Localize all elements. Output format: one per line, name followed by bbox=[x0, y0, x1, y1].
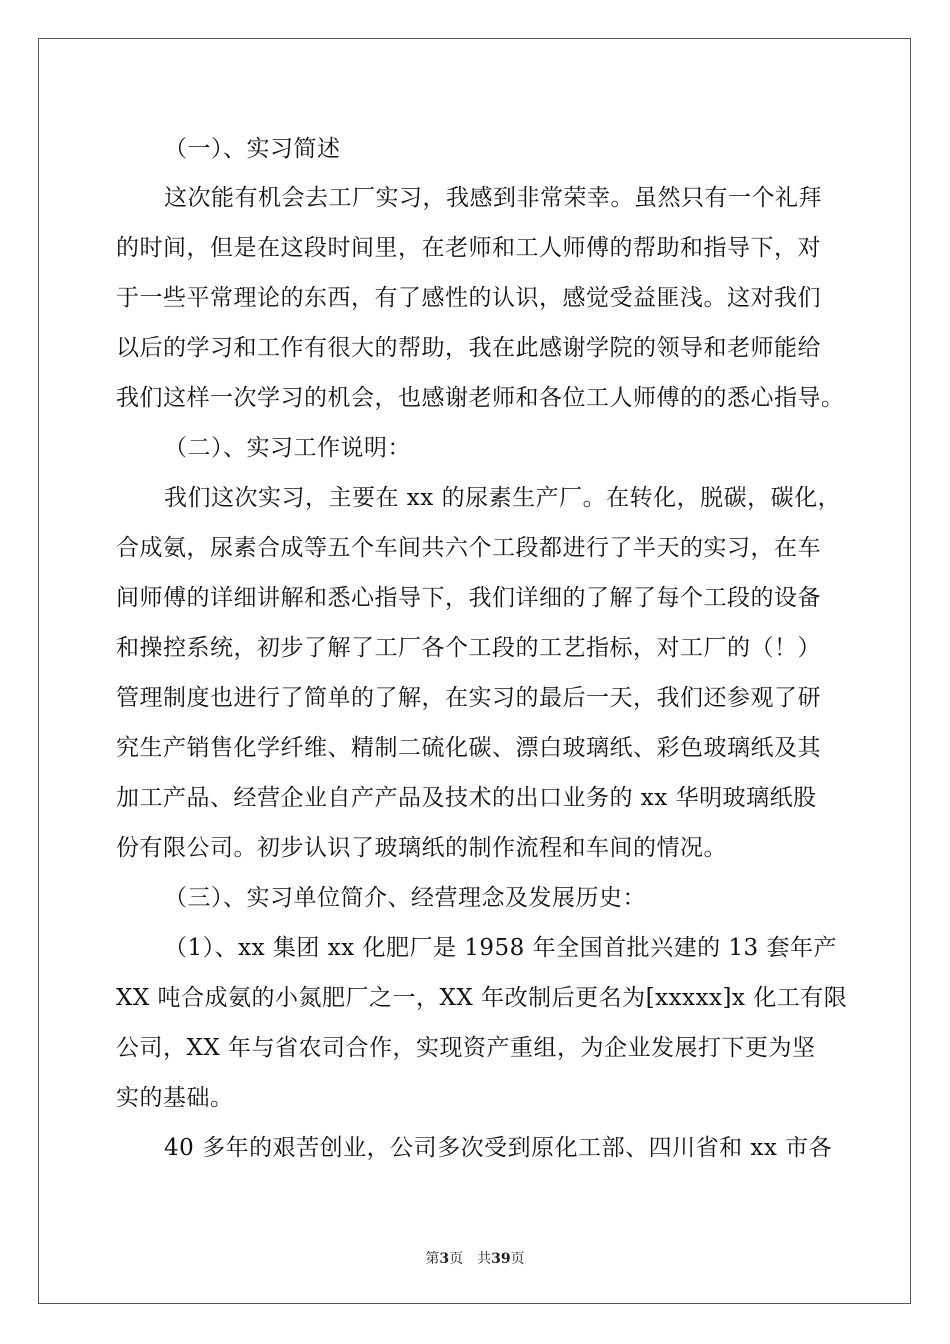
paragraph-line: 和操控系统，初步了解了工厂各个工段的工艺指标，对工厂的（！） bbox=[116, 635, 821, 661]
section-heading-1: （一）、实习简述 bbox=[164, 136, 341, 162]
paragraph-line: 于一些平常理论的东西，有了感性的认识，感觉受益匪浅。这对我们 bbox=[116, 285, 821, 311]
paragraph-line: 公司，XX 年与省农司合作，实现资产重组，为企业发展打下更为坚 bbox=[116, 1035, 816, 1061]
paragraph-line: 我们这样一次学习的机会，也感谢老师和各位工人师傅的的悉心指导。 bbox=[116, 385, 845, 411]
footer-total-pages: 39 bbox=[491, 1251, 511, 1267]
paragraph-line: 合成氨，尿素合成等五个车间共六个工段都进行了半天的实习，在车 bbox=[116, 535, 821, 561]
footer-page-mid: 页 共 bbox=[449, 1251, 492, 1267]
paragraph-line: 加工产品、经营企业自产产品及技术的出口业务的 xx 华明玻璃纸股 bbox=[116, 785, 817, 811]
page-footer bbox=[0, 1250, 950, 1268]
paragraph-line: 我们这次实习，主要在 xx 的尿素生产厂。在转化，脱碳，碳化， bbox=[164, 485, 842, 511]
paragraph-line: 这次能有机会去工厂实习，我感到非常荣幸。虽然只有一个礼拜 bbox=[164, 185, 822, 211]
paragraph-line: XX 吨合成氨的小氮肥厂之一，XX 年改制后更名为[xxxxx]x 化工有限 bbox=[116, 985, 848, 1011]
section-heading-2: （二）、实习工作说明： bbox=[164, 435, 411, 461]
paragraph-line: （1）、xx 集团 xx 化肥厂是 1958 年全国首批兴建的 13 套年产 bbox=[164, 935, 837, 961]
footer-page-prefix: 第 bbox=[425, 1251, 440, 1267]
paragraph-line: 究生产销售化学纤维、精制二硫化碳、漂白玻璃纸、彩色玻璃纸及其 bbox=[116, 735, 821, 761]
paragraph-line: 以后的学习和工作有很大的帮助，我在此感谢学院的领导和老师能给 bbox=[116, 335, 821, 361]
footer-page-suffix: 页 bbox=[510, 1251, 525, 1267]
paragraph-line: 份有限公司。初步认识了玻璃纸的制作流程和车间的情况。 bbox=[116, 835, 727, 861]
section-heading-3: （三）、实习单位简介、经营理念及发展历史： bbox=[164, 885, 646, 911]
paragraph-line: 管理制度也进行了简单的了解，在实习的最后一天，我们还参观了研 bbox=[116, 685, 821, 711]
page-border bbox=[38, 38, 911, 1304]
paragraph-line: 间师傅的详细讲解和悉心指导下，我们详细的了解了每个工段的设备 bbox=[116, 585, 821, 611]
paragraph-line: 实的基础。 bbox=[116, 1085, 234, 1111]
paragraph-line: 40 多年的艰苦创业，公司多次受到原化工部、四川省和 xx 市各 bbox=[164, 1135, 833, 1161]
footer-page-number: 3 bbox=[439, 1251, 450, 1267]
paragraph-line: 的时间，但是在这段时间里，在老师和工人师傅的帮助和指导下，对 bbox=[116, 235, 821, 261]
